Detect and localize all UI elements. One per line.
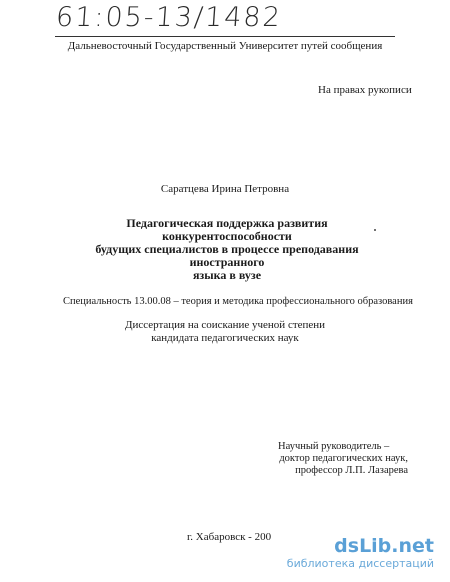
city-year: г. Хабаровск - 200 (187, 531, 272, 543)
degree-line: кандидата педагогических наук (151, 332, 299, 344)
handwritten-catalog-number: 61:05-13/1482 (54, 2, 283, 33)
rights-notice: На правах рукописи (318, 84, 412, 96)
header-divider (55, 36, 395, 37)
dslib-watermark-logo: dsLib.net (334, 535, 434, 557)
specialty-line: Специальность 13.00.08 – теория и методика профессионального образования (63, 296, 413, 307)
degree-statement (120, 319, 330, 345)
dslib-watermark-subtitle: библиотека диссертаций (286, 557, 434, 570)
supervisor-block (278, 441, 408, 477)
title-line: языка в вузе (192, 268, 262, 282)
author-name: Саратцева Ирина Петровна (160, 183, 290, 195)
title-line: будущих специалистов в процессе преподавания иностранного (95, 242, 359, 269)
institution-name: Дальневосточный Государственный Университет путей сообщения (67, 40, 383, 52)
supervisor-line: доктор педагогических наук, (279, 453, 408, 464)
degree-line: Диссертация на соискание ученой степени (124, 319, 326, 331)
dissertation-title (62, 217, 392, 282)
title-line: Педагогическая поддержка развития конкурентоспособности (126, 216, 328, 243)
supervisor-line: Научный руководитель – (278, 441, 390, 452)
supervisor-line: профессор Л.П. Лазарева (295, 465, 408, 476)
stray-mark (374, 229, 376, 231)
